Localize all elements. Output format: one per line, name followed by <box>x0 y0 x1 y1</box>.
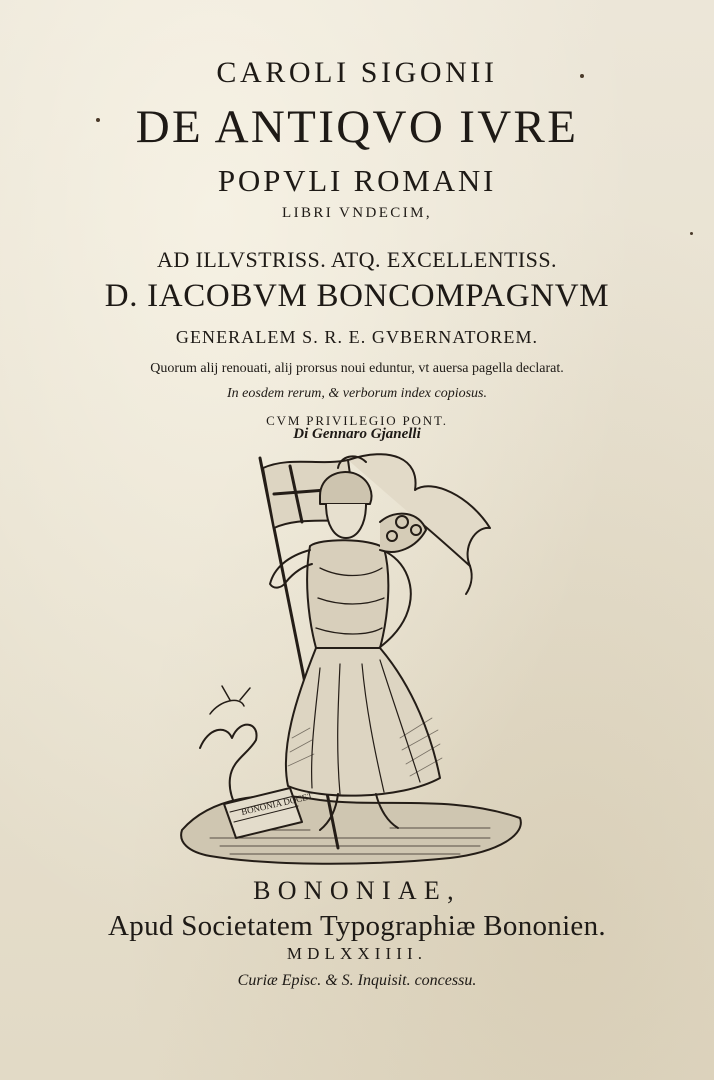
edition-note: Quorum alij renouati, alij prorsus noui eduntur, vt auersa pagella declarat. <box>150 361 564 376</box>
book-title-line-1: DE ANTIQVO IVRE <box>135 101 579 153</box>
ink-speck <box>96 118 100 122</box>
dedication-line-1: AD ILLVSTRISS. ATQ. EXCELLENTISS. <box>157 247 557 272</box>
dedication-line-2: D. IACOBVM BONCOMPAGNVM <box>104 278 610 314</box>
imprint-city: BONONIAE, <box>253 876 461 905</box>
imprint-publisher: Apud Societatem Typographiæ Bononien. <box>108 910 606 942</box>
index-note: In eosdem rerum, & verborum index copiosus. <box>227 386 487 401</box>
ink-speck <box>690 232 693 235</box>
ink-speck <box>580 74 584 78</box>
privilege-line: CVM PRIVILEGIO PONT. <box>266 413 448 428</box>
imprint-year: MDLXXIIII. <box>286 944 428 963</box>
raised-arm <box>270 550 312 588</box>
helmet <box>320 472 371 504</box>
book-title-line-3: LIBRI VNDECIM, <box>282 205 432 221</box>
handwritten-ownership-inscription: Di Gennaro Gjanelli <box>293 426 421 442</box>
head <box>326 504 366 538</box>
emblem-book-text: BONONIA DOCET <box>240 790 314 817</box>
imprint-license: Curiæ Episc. & S. Inquisit. concessu. <box>237 972 477 989</box>
dedication-line-3: GENERALEM S. R. E. GVBERNATOREM. <box>175 327 539 347</box>
printers-device-woodcut <box>170 438 530 868</box>
book-title-line-2: POPVLI ROMANI <box>217 163 497 198</box>
armoured-torso <box>307 540 388 648</box>
author-name: CAROLI SIGONII <box>216 56 498 89</box>
